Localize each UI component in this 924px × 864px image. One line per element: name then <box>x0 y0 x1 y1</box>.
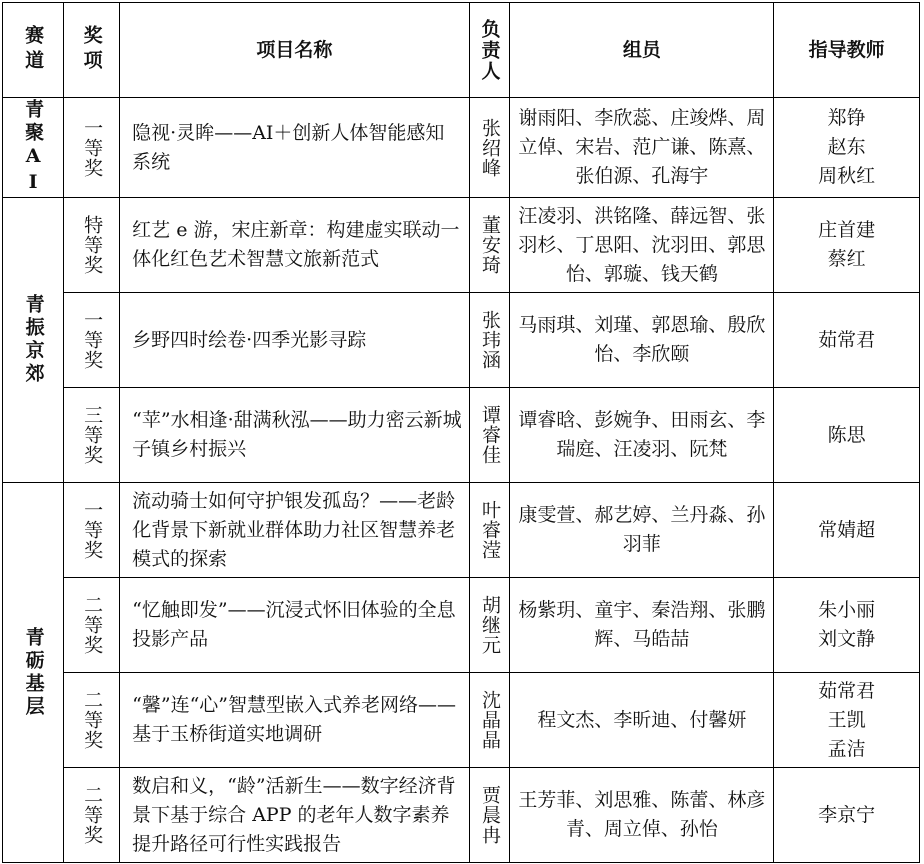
teacher-cell <box>774 293 920 388</box>
members-cell: 程文杰、李昕迪、付馨妍 <box>510 673 774 768</box>
project-cell: 隐视·灵眸——AI＋创新人体智能感知系统 <box>120 98 469 198</box>
teacher-cell <box>774 578 920 673</box>
table-row <box>3 293 920 388</box>
track-cell: 青聚AI <box>3 98 64 198</box>
project-cell: “苹”水相逢·甜满秋泓——助力密云新城子镇乡村振兴 <box>120 388 469 483</box>
header-award: 奖项 <box>64 3 120 98</box>
members-cell: 谭睿晗、彭婉争、田雨玄、李瑞庭、汪凌羽、阮梵 <box>510 388 774 483</box>
members-cell: 谢雨阳、李欣蕊、庄竣烨、周立倬、宋岩、范广谦、陈熹、张伯源、孔海宇 <box>510 98 774 198</box>
track-cell: 青砺基层 <box>3 483 64 863</box>
award-cell: 三等奖 <box>64 388 120 483</box>
award-cell: 一等奖 <box>64 483 120 578</box>
leader-cell: 贾晨冉 <box>469 768 510 863</box>
teacher-name: 郑铮 <box>827 107 866 129</box>
project-cell: 数启和义，“龄”活新生——数字经济背景下基于综合 APP 的老年人数字素养提升路径可行性实践报告 <box>120 768 469 863</box>
header-project: 项目名称 <box>120 3 469 98</box>
teacher-name: 茹常君 <box>818 328 876 351</box>
teacher-name: 刘文静 <box>818 628 876 650</box>
award-cell: 特等奖 <box>64 198 120 293</box>
project-cell: 乡野四时绘卷·四季光影寻踪 <box>120 293 469 388</box>
table-row <box>3 483 920 578</box>
members-cell: 杨紫玥、童宇、秦浩翔、张鹏辉、马皓喆 <box>510 578 774 673</box>
teacher-name: 陈思 <box>827 423 866 446</box>
leader-cell: 叶睿滢 <box>469 483 510 578</box>
table-row <box>3 673 920 768</box>
leader-cell: 谭睿佳 <box>469 388 510 483</box>
teacher-cell <box>774 673 920 768</box>
members-cell: 康雯萱、郝艺婷、兰丹淼、孙羽菲 <box>510 483 774 578</box>
project-cell: “馨”连“心”智慧型嵌入式养老网络——基于玉桥街道实地调研 <box>120 673 469 768</box>
header-track: 赛道 <box>3 3 64 98</box>
leader-cell: 董安琦 <box>469 198 510 293</box>
teacher-cell <box>774 198 920 293</box>
teacher-cell <box>774 388 920 483</box>
teacher-cell <box>774 98 920 198</box>
award-cell: 一等奖 <box>64 293 120 388</box>
leader-cell: 张玮涵 <box>469 293 510 388</box>
award-cell: 二等奖 <box>64 673 120 768</box>
teacher-name: 赵东 <box>827 136 866 158</box>
project-cell: 流动骑士如何守护银发孤岛？——老龄化背景下新就业群体助力社区智慧养老模式的探索 <box>120 483 469 578</box>
members-cell: 马雨琪、刘瑾、郭恩瑜、殷欣怡、李欣颐 <box>510 293 774 388</box>
project-cell: 红艺 e 游，宋庄新章：构建虚实联动一体化红色艺术智慧文旅新范式 <box>120 198 469 293</box>
teacher-name: 孟洁 <box>827 737 866 760</box>
leader-cell: 张绍峰 <box>469 98 510 198</box>
header-leader: 负责人 <box>469 3 510 98</box>
teacher-name: 李京宁 <box>818 803 876 826</box>
teacher-cell <box>774 483 920 578</box>
table-row <box>3 388 920 483</box>
leader-cell: 沈晶晶 <box>469 673 510 768</box>
leader-cell: 胡继元 <box>469 578 510 673</box>
table-row <box>3 768 920 863</box>
teacher-name: 茹常君 <box>818 679 876 702</box>
header-members: 组员 <box>510 3 774 98</box>
teacher-cell <box>774 768 920 863</box>
teacher-name: 常婧超 <box>818 518 876 541</box>
award-cell: 一等奖 <box>64 98 120 198</box>
members-cell: 王芳菲、刘思雅、陈蕾、林彦青、周立倬、孙怡 <box>510 768 774 863</box>
track-cell: 青振京郊 <box>3 198 64 483</box>
teacher-name: 庄首建 <box>818 219 876 241</box>
teacher-name: 蔡红 <box>827 248 866 270</box>
table-row <box>3 578 920 673</box>
header-teacher: 指导教师 <box>774 3 920 98</box>
awards-table <box>2 2 920 863</box>
teacher-name: 王凯 <box>827 708 866 731</box>
table-row <box>3 98 920 198</box>
teacher-name: 朱小丽 <box>818 599 876 621</box>
header-row <box>3 3 920 98</box>
teacher-name: 周秋红 <box>818 165 876 187</box>
project-cell: “忆触即发”——沉浸式怀旧体验的全息投影产品 <box>120 578 469 673</box>
table-row <box>3 198 920 293</box>
award-cell: 二等奖 <box>64 578 120 673</box>
members-cell: 汪凌羽、洪铭隆、薛远智、张羽杉、丁思阳、沈羽田、郭思怡、郭璇、钱天鹤 <box>510 198 774 293</box>
award-cell: 二等奖 <box>64 768 120 863</box>
